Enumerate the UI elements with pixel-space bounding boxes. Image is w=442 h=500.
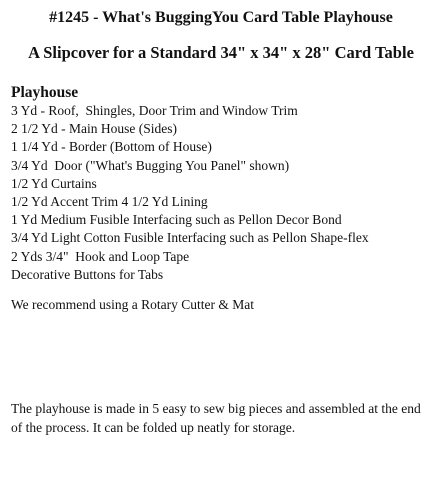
document-title: #1245 - What's BuggingYou Card Table Playhouse (49, 9, 393, 26)
materials-item: 1/2 Yd Accent Trim 4 1/2 Yd Lining (11, 194, 208, 210)
document-subtitle: A Slipcover for a Standard 34" x 34" x 28" Card Table (28, 43, 414, 62)
materials-item: 2 Yds 3/4" Hook and Loop Tape (11, 248, 190, 264)
materials-item: Decorative Buttons for Tabs (11, 266, 164, 282)
description-paragraph: The playhouse is made in 5 easy to sew big pieces and assembled at the end of the process. It can be folded up neatly for storage. (11, 401, 421, 435)
materials-item: 3/4 Yd Door ("What's Bugging You Panel" shown) (11, 157, 290, 173)
materials-item: 1 1/4 Yd - Border (Bottom of House) (11, 139, 212, 155)
materials-item: 1 Yd Medium Fusible Interfacing such as Pellon Decor Bond (11, 212, 342, 228)
materials-list (11, 102, 369, 284)
materials-item: 2 1/2 Yd - Main House (Sides) (11, 121, 177, 137)
recommendation-note: We recommend using a Rotary Cutter & Mat (11, 297, 254, 312)
materials-item: 1/2 Yd Curtains (11, 175, 97, 191)
materials-item: 3 Yd - Roof, Shingles, Door Trim and Window Trim (11, 103, 298, 118)
materials-item: 3/4 Yd Light Cotton Fusible Interfacing such as Pellon Shape-flex (11, 230, 369, 246)
section-heading-playhouse: Playhouse (11, 84, 79, 101)
